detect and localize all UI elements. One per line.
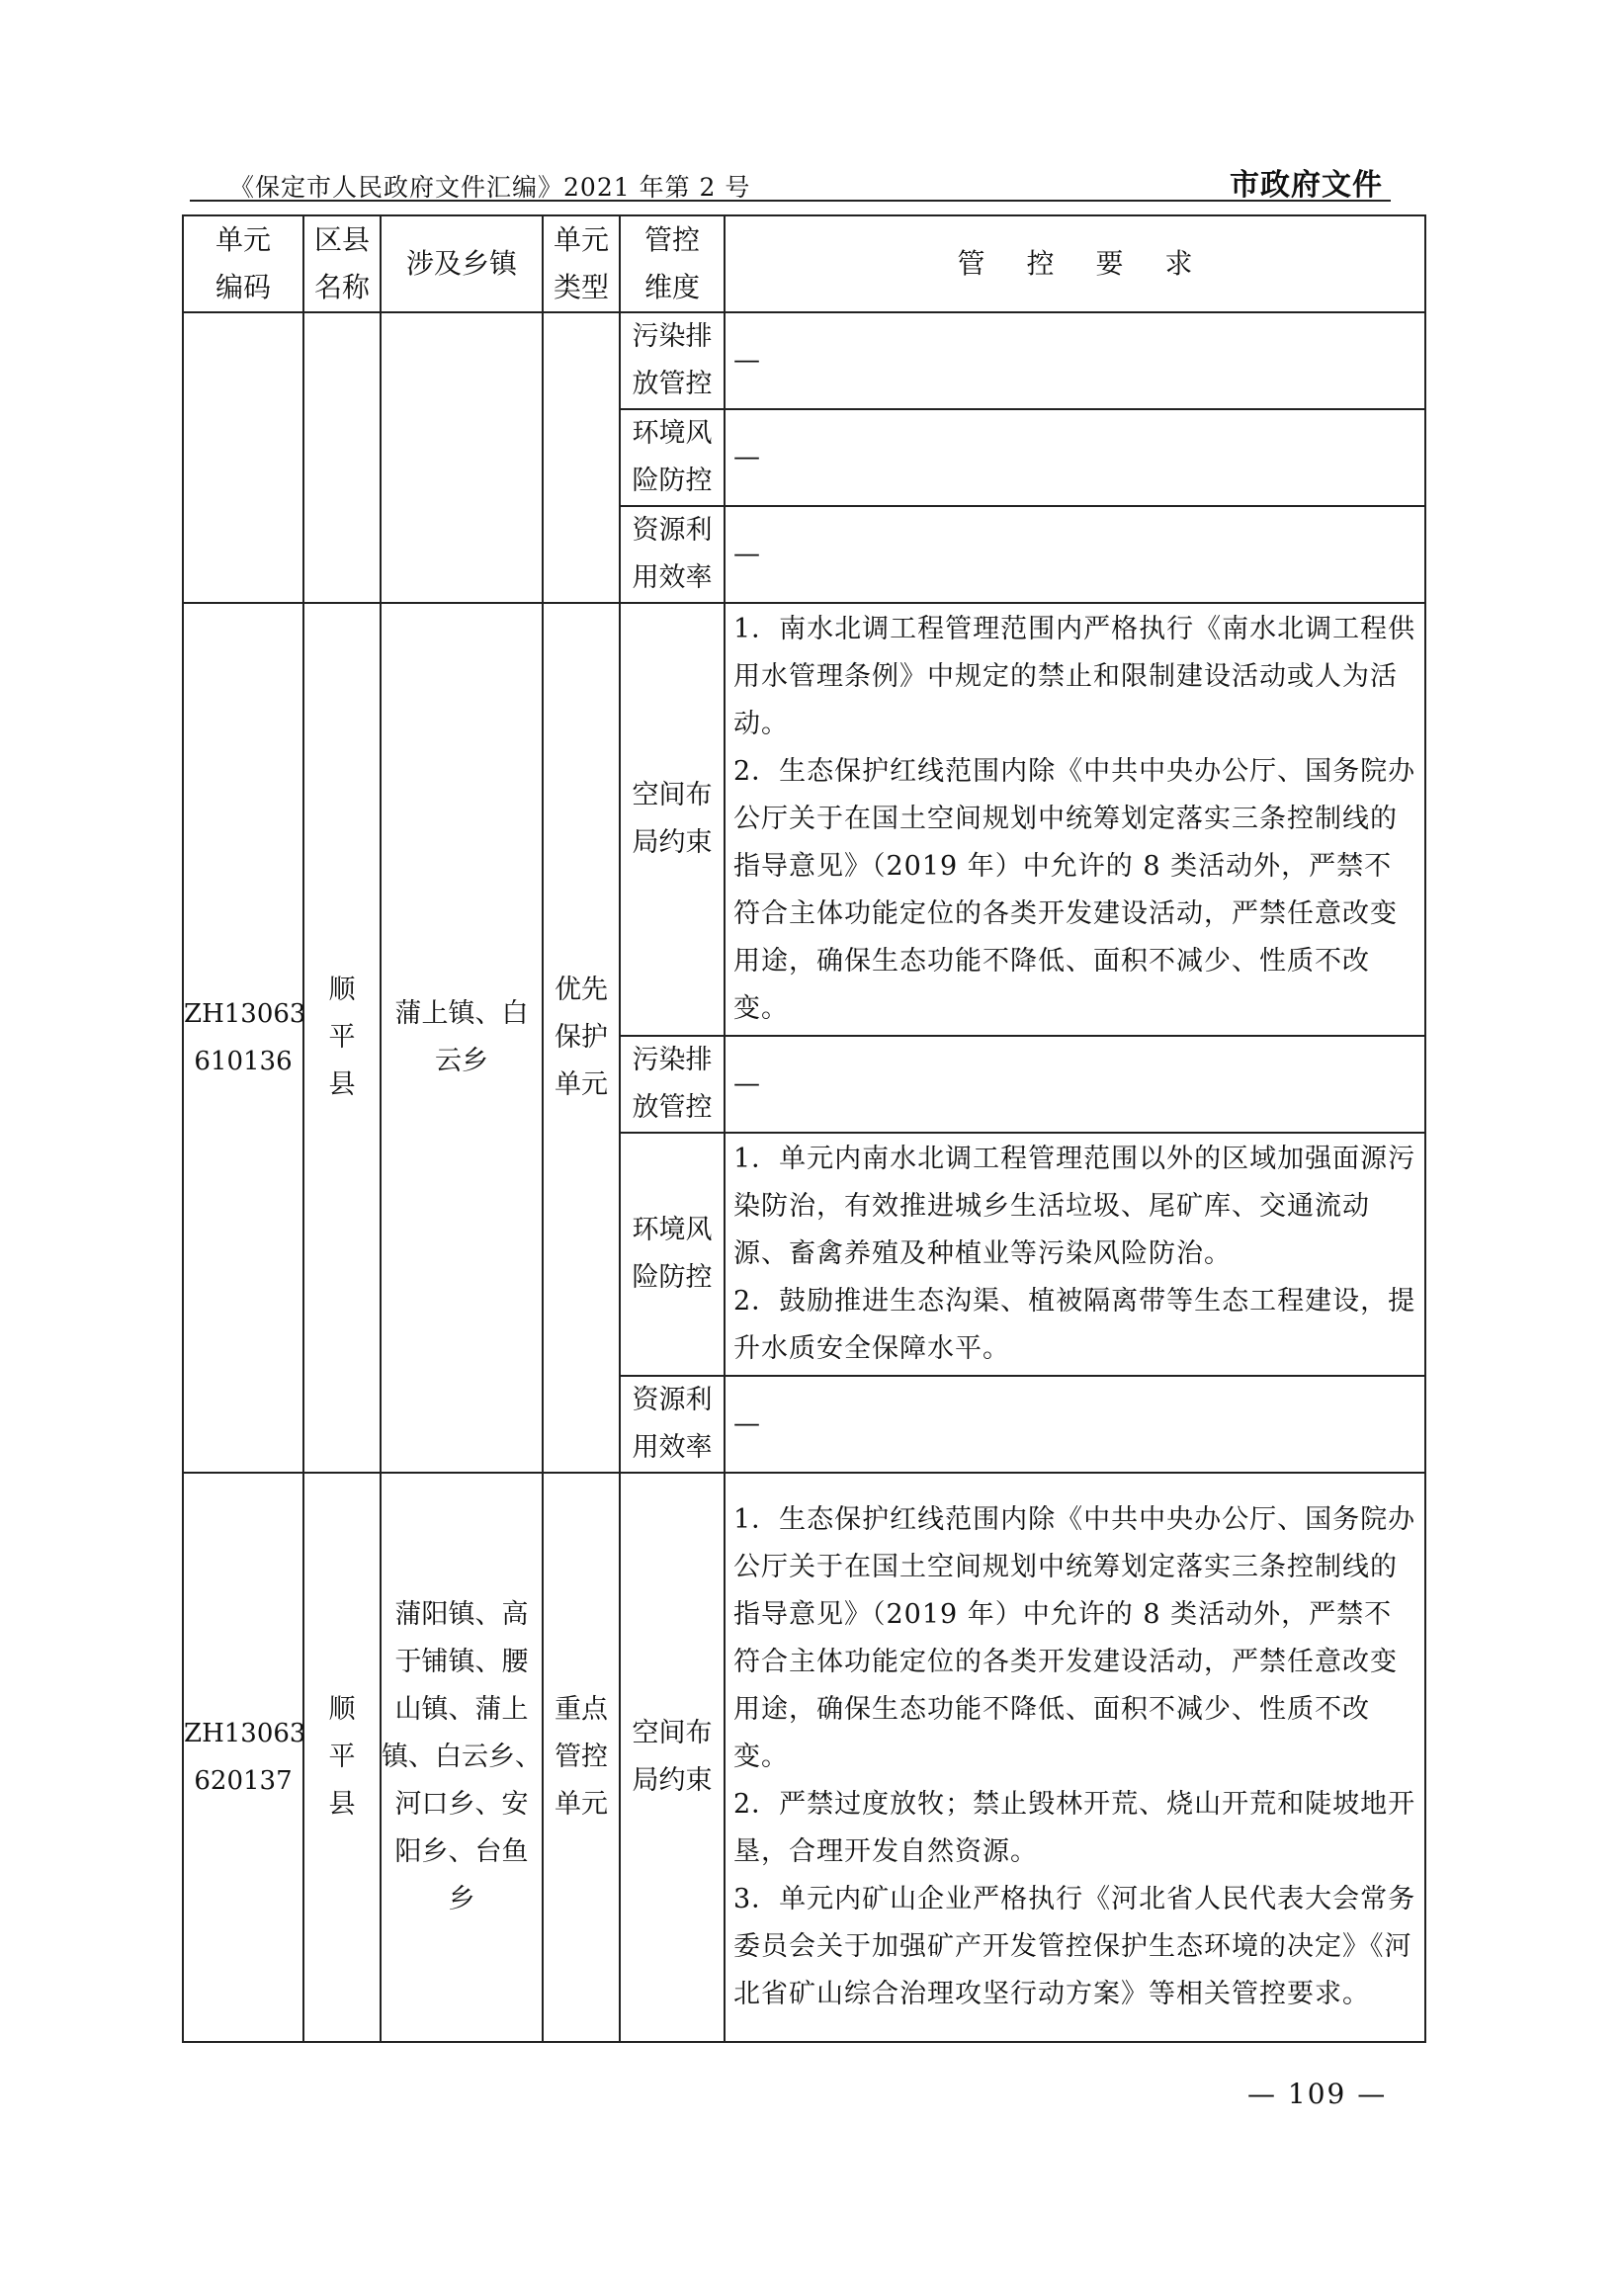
table-row	[183, 1473, 1425, 2042]
cont-county-cell	[303, 312, 381, 603]
dimension-cell: 污染排 放管控	[620, 1036, 725, 1133]
dimension-cell: 空间布 局约束	[620, 603, 725, 1036]
table-row	[183, 603, 1425, 1036]
requirement-cell: 1．单元内南水北调工程管理范围以外的区域加强面源污染防治，有效推进城乡生活垃圾、尾矿库、交通流动源、畜禽养殖及种植业等污染风险防治。 2．鼓励推进生态沟渠、植被隔离带等生态工程建设，提升水质安全保障水平。	[725, 1133, 1425, 1376]
header-county: 区县 名称	[303, 215, 381, 312]
document-category: 市政府文件	[1230, 168, 1383, 203]
header-dimension: 管控 维度	[620, 215, 725, 312]
requirement-cell: —	[725, 1036, 1425, 1133]
dimension-cell: 环境风 险防控	[620, 409, 725, 506]
unit-type-cell: 重点 管控 单元	[543, 1473, 620, 2042]
table-header-row	[183, 215, 1425, 312]
unit-code-cell: ZH13063 610136	[183, 603, 303, 1473]
requirement-cell: —	[725, 409, 1425, 506]
dimension-cell: 资源利 用效率	[620, 506, 725, 603]
county-cell: 顺 平 县	[303, 603, 381, 1473]
requirement-cell: —	[725, 506, 1425, 603]
requirement-cell: —	[725, 1376, 1425, 1473]
county-cell: 顺 平 县	[303, 1473, 381, 2042]
requirement-cell: 1．南水北调工程管理范围内严格执行《南水北调工程供用水管理条例》中规定的禁止和限制建设活动或人为活动。 2．生态保护红线范围内除《中共中央办公厅、国务院办公厅关于在国土空间规划中统筹划定落实三条控制线的指导意见》（2019 年）中允许的 8 类活动外，严禁不符合主体功能定位的各类开发建设活动，严禁任意改变用途，确保生态功能不降低、面积不减少、性质不改变。	[725, 603, 1425, 1036]
cont-type-cell	[543, 312, 620, 603]
requirement-cell: —	[725, 312, 1425, 409]
cont-code-cell	[183, 312, 303, 603]
dimension-cell: 环境风 险防控	[620, 1133, 725, 1376]
dimension-cell: 空间布 局约束	[620, 1473, 725, 2042]
document-series-title: 《保定市人民政府文件汇编》2021 年第 2 号	[229, 173, 751, 202]
towns-cell: 蒲阳镇、高 于铺镇、腰 山镇、蒲上 镇、白云乡、 河口乡、安 阳乡、台鱼 乡	[381, 1473, 543, 2042]
dimension-cell: 污染排 放管控	[620, 312, 725, 409]
page-number: — 109 —	[1247, 2078, 1388, 2110]
header-unit-type: 单元 类型	[543, 215, 620, 312]
cont-towns-cell	[381, 312, 543, 603]
control-requirements-table	[182, 214, 1426, 2043]
header-requirements: 管控要求	[725, 215, 1425, 312]
table-row	[183, 312, 1425, 409]
unit-code-cell: ZH13063 620137	[183, 1473, 303, 2042]
unit-type-cell: 优先 保护 单元	[543, 603, 620, 1473]
dimension-cell: 资源利 用效率	[620, 1376, 725, 1473]
header-rule	[190, 200, 1391, 202]
header-unit-code: 单元 编码	[183, 215, 303, 312]
requirement-cell: 1．生态保护红线范围内除《中共中央办公厅、国务院办公厅关于在国土空间规划中统筹划定落实三条控制线的指导意见》（2019 年）中允许的 8 类活动外，严禁不符合主体功能定位的各类开发建设活动，严禁任意改变用途，确保生态功能不降低、面积不减少、性质不改变。 2．严禁过度放牧；禁止毁林开荒、烧山开荒和陡坡地开垦，合理开发自然资源。 3．单元内矿山企业严格执行《河北省人民代表大会常务委员会关于加强矿产开发管控保护生态环境的决定》《河北省矿山综合治理攻坚行动方案》等相关管控要求。	[725, 1473, 1425, 2042]
towns-cell: 蒲上镇、白 云乡	[381, 603, 543, 1473]
header-towns: 涉及乡镇	[381, 215, 543, 312]
